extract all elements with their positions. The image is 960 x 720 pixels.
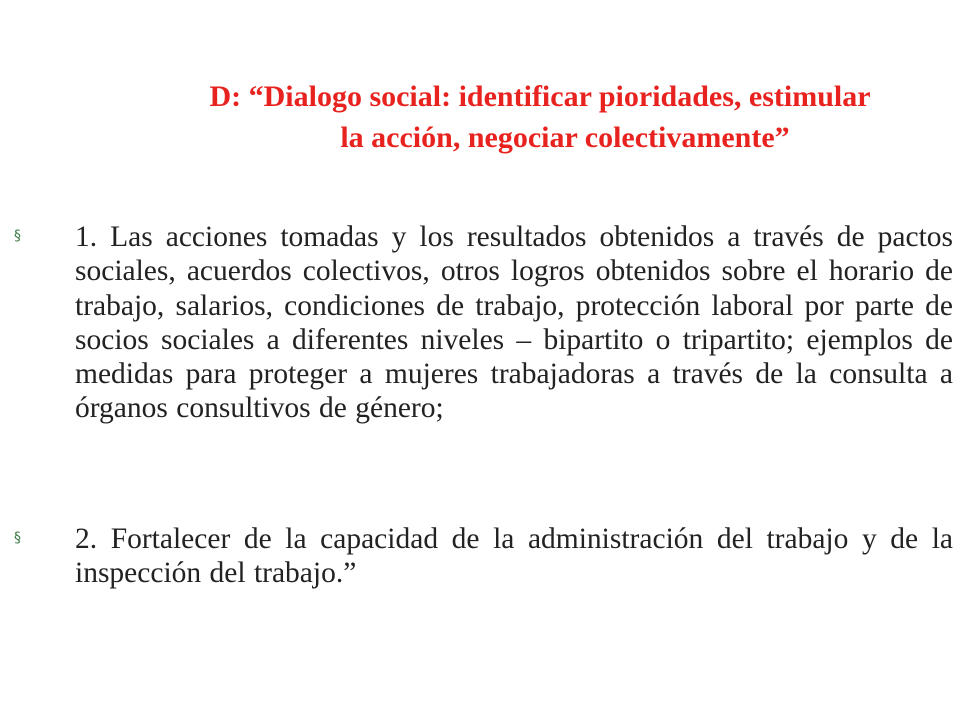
bullet-marker-icon: § [14, 228, 21, 244]
bullet-text-1: 1. Las acciones tomadas y los resultados obtenidos a través de pactos sociales, acuerdos colectivos, otros logros obtenidos sobre el horario de trabajo, salarios, condiciones de trabajo, protección laboral por parte de socios sociales a diferentes niveles – bipartito o tripartito; ejemplos de medidas para proteger a mujeres trabajadoras a través de la consulta a órganos consultivos de género; [75, 221, 953, 425]
bullet-marker-icon: § [14, 530, 21, 546]
slide-title-line-2: la acción, negociar colectivamente” [340, 121, 790, 154]
bullet-text-2: 2. Fortalecer de la capacidad de la administración del trabajo y de la inspección del trabajo.” [75, 523, 953, 590]
slide-title [60, 76, 940, 158]
slide-title-line-1: D: “Dialogo social: identificar pioridades, estimular [209, 80, 871, 113]
